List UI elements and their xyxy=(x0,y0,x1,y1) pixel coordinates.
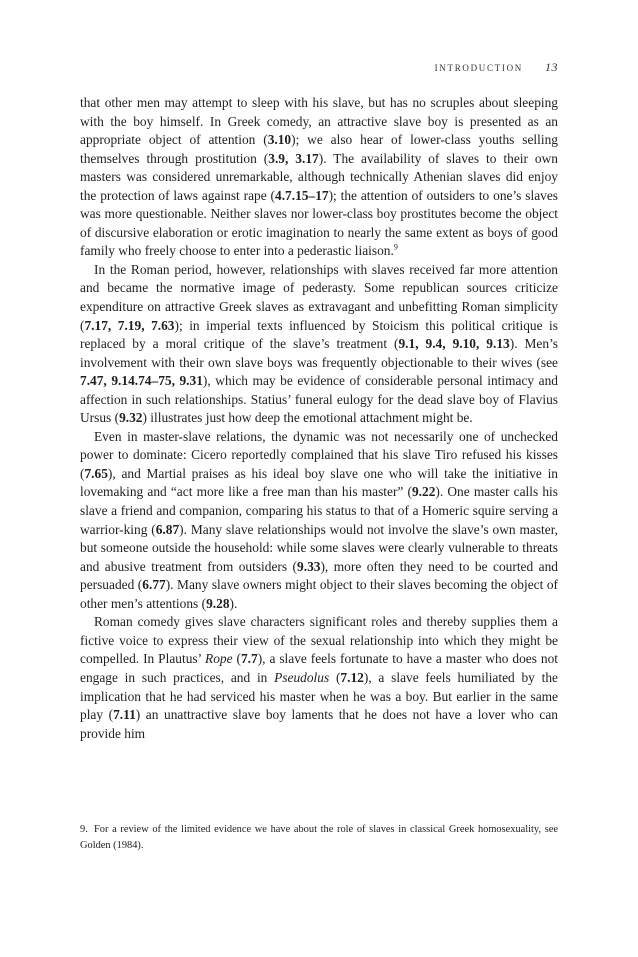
cross-reference: 4.7.15–17 xyxy=(275,187,329,203)
cross-reference: 9.28 xyxy=(206,595,230,611)
text-run: ), a slave feels humiliated by the implication that he had serviced his master when he was a boy. But earlier in the same play ( xyxy=(80,669,559,723)
page-number: 13 xyxy=(545,60,558,74)
text-run: ); in imperial texts influenced by Stoicism this political critique is replaced by a moral critique of the slave’s treatment ( xyxy=(80,317,558,352)
text-run: ). The availability of slaves to their own masters was considered unremarkable, although technically Athenian slaves did enjoy the protection of laws against rape ( xyxy=(80,150,558,203)
text-run: ). Men’s involvement with their own slave boys was frequently objectionable to their wives (see xyxy=(80,336,558,370)
footnote-marker: 9 xyxy=(393,242,398,252)
cross-reference: 7.47, 9.14.74–75, 9.31 xyxy=(80,373,203,389)
cross-reference: 6.87 xyxy=(155,521,180,537)
text-run: ), more often they need to be courted and persuaded ( xyxy=(80,558,558,593)
text-run: ( xyxy=(232,651,241,667)
text-run: ), a slave feels fortunate to have a master who does not engage in such practices, and in xyxy=(80,651,558,685)
text-run: ), and Martial praises as his ideal boy slave one who will take the initiative in lovemaking and “act more like a free man than his master” ( xyxy=(80,465,558,500)
text-run: In the Roman period, however, relationships with slaves received far more attention and became the normative image of pederasty. Some republican sources criticize expenditure on attractive Greek slaves as extravagant and unbefitting Roman simplicity ( xyxy=(80,261,558,333)
text-run: ). One master calls his slave a friend and companion, comparing his status to that of a Homeric squire serving a warrior-king ( xyxy=(80,484,558,537)
text-run: Even in master-slave relations, the dynamic was not necessarily one of unchecked power to dominate: Cicero reportedly complained that his slave Tiro refused his kisses ( xyxy=(80,428,558,481)
text-run: ). Many slave owners might object to their slaves becoming the object of other men’s attentions ( xyxy=(80,577,558,611)
text-run: ) illustrates just how deep the emotional attachment might be. xyxy=(142,410,473,426)
text-run: ); we also hear of lower-class youths selling themselves through prostitution ( xyxy=(80,132,558,166)
footnote-number: 9. xyxy=(80,824,88,835)
text-run: ). xyxy=(229,595,238,611)
text-run: ( xyxy=(329,669,341,685)
text-run: that other men may attempt to sleep with his slave, but has no scruples about sleeping with the boy himself. In Greek comedy, an attractive slave boy is presented as an appropriate object of attention ( xyxy=(80,95,558,148)
cross-reference: 9.32 xyxy=(119,410,143,426)
cross-reference: 9.22 xyxy=(411,484,436,500)
cross-reference: 9.1, 9.4, 9.10, 9.13 xyxy=(398,336,510,352)
body-text xyxy=(80,94,558,743)
text-run: Roman comedy gives slave characters significant roles and thereby supplies them a fictive voice to express their view of the sexual relationship into which they might be compelled. In Plautus’ xyxy=(80,614,558,667)
footnote-text: For a review of the limited evidence we have about the role of slaves in classical Greek homosexuality, see Golden (1984). xyxy=(80,824,558,851)
italic-title: Pseudolus xyxy=(274,669,330,685)
text-run: ) an unattractive slave boy laments that he does not have a lover who can provide him xyxy=(80,707,558,741)
cross-reference: 7.65 xyxy=(84,465,108,481)
paragraph xyxy=(80,94,558,261)
footnote xyxy=(80,822,558,854)
cross-reference: 7.17, 7.19, 7.63 xyxy=(84,317,175,333)
running-header xyxy=(435,60,558,75)
paragraph xyxy=(80,613,558,743)
cross-reference: 7.12 xyxy=(340,669,364,685)
italic-title: Rope xyxy=(205,651,233,667)
text-run: ), which may be evidence of considerable personal intimacy and affection in such relationships. Statius’ funeral eulogy for the dead slave boy of Flavius Ursus ( xyxy=(80,373,559,426)
cross-reference: 7.7 xyxy=(240,651,258,667)
paragraph xyxy=(80,261,558,428)
cross-reference: 6.77 xyxy=(142,577,166,593)
cross-reference: 7.11 xyxy=(113,707,136,723)
paragraph xyxy=(80,428,558,613)
cross-reference: 3.9, 3.17 xyxy=(268,150,319,166)
cross-reference: 3.10 xyxy=(267,132,292,148)
running-header-title: INTRODUCTION xyxy=(434,63,523,73)
text-run: ). Many slave relationships would not involve the slave’s own master, but someone outside the household: while some slaves were clearly vulnerable to threats and abusive treatment from outsiders ( xyxy=(80,521,558,574)
cross-reference: 9.33 xyxy=(297,558,321,574)
text-run: ); the attention of outsiders to one’s slaves was more questionable. Neither slaves nor lower-class boy prostitutes become the object of discursive elaboration or erotic imagination to nearly the same extent as boys of good family who freely choose to enter into a pederastic liaison. xyxy=(80,187,558,259)
